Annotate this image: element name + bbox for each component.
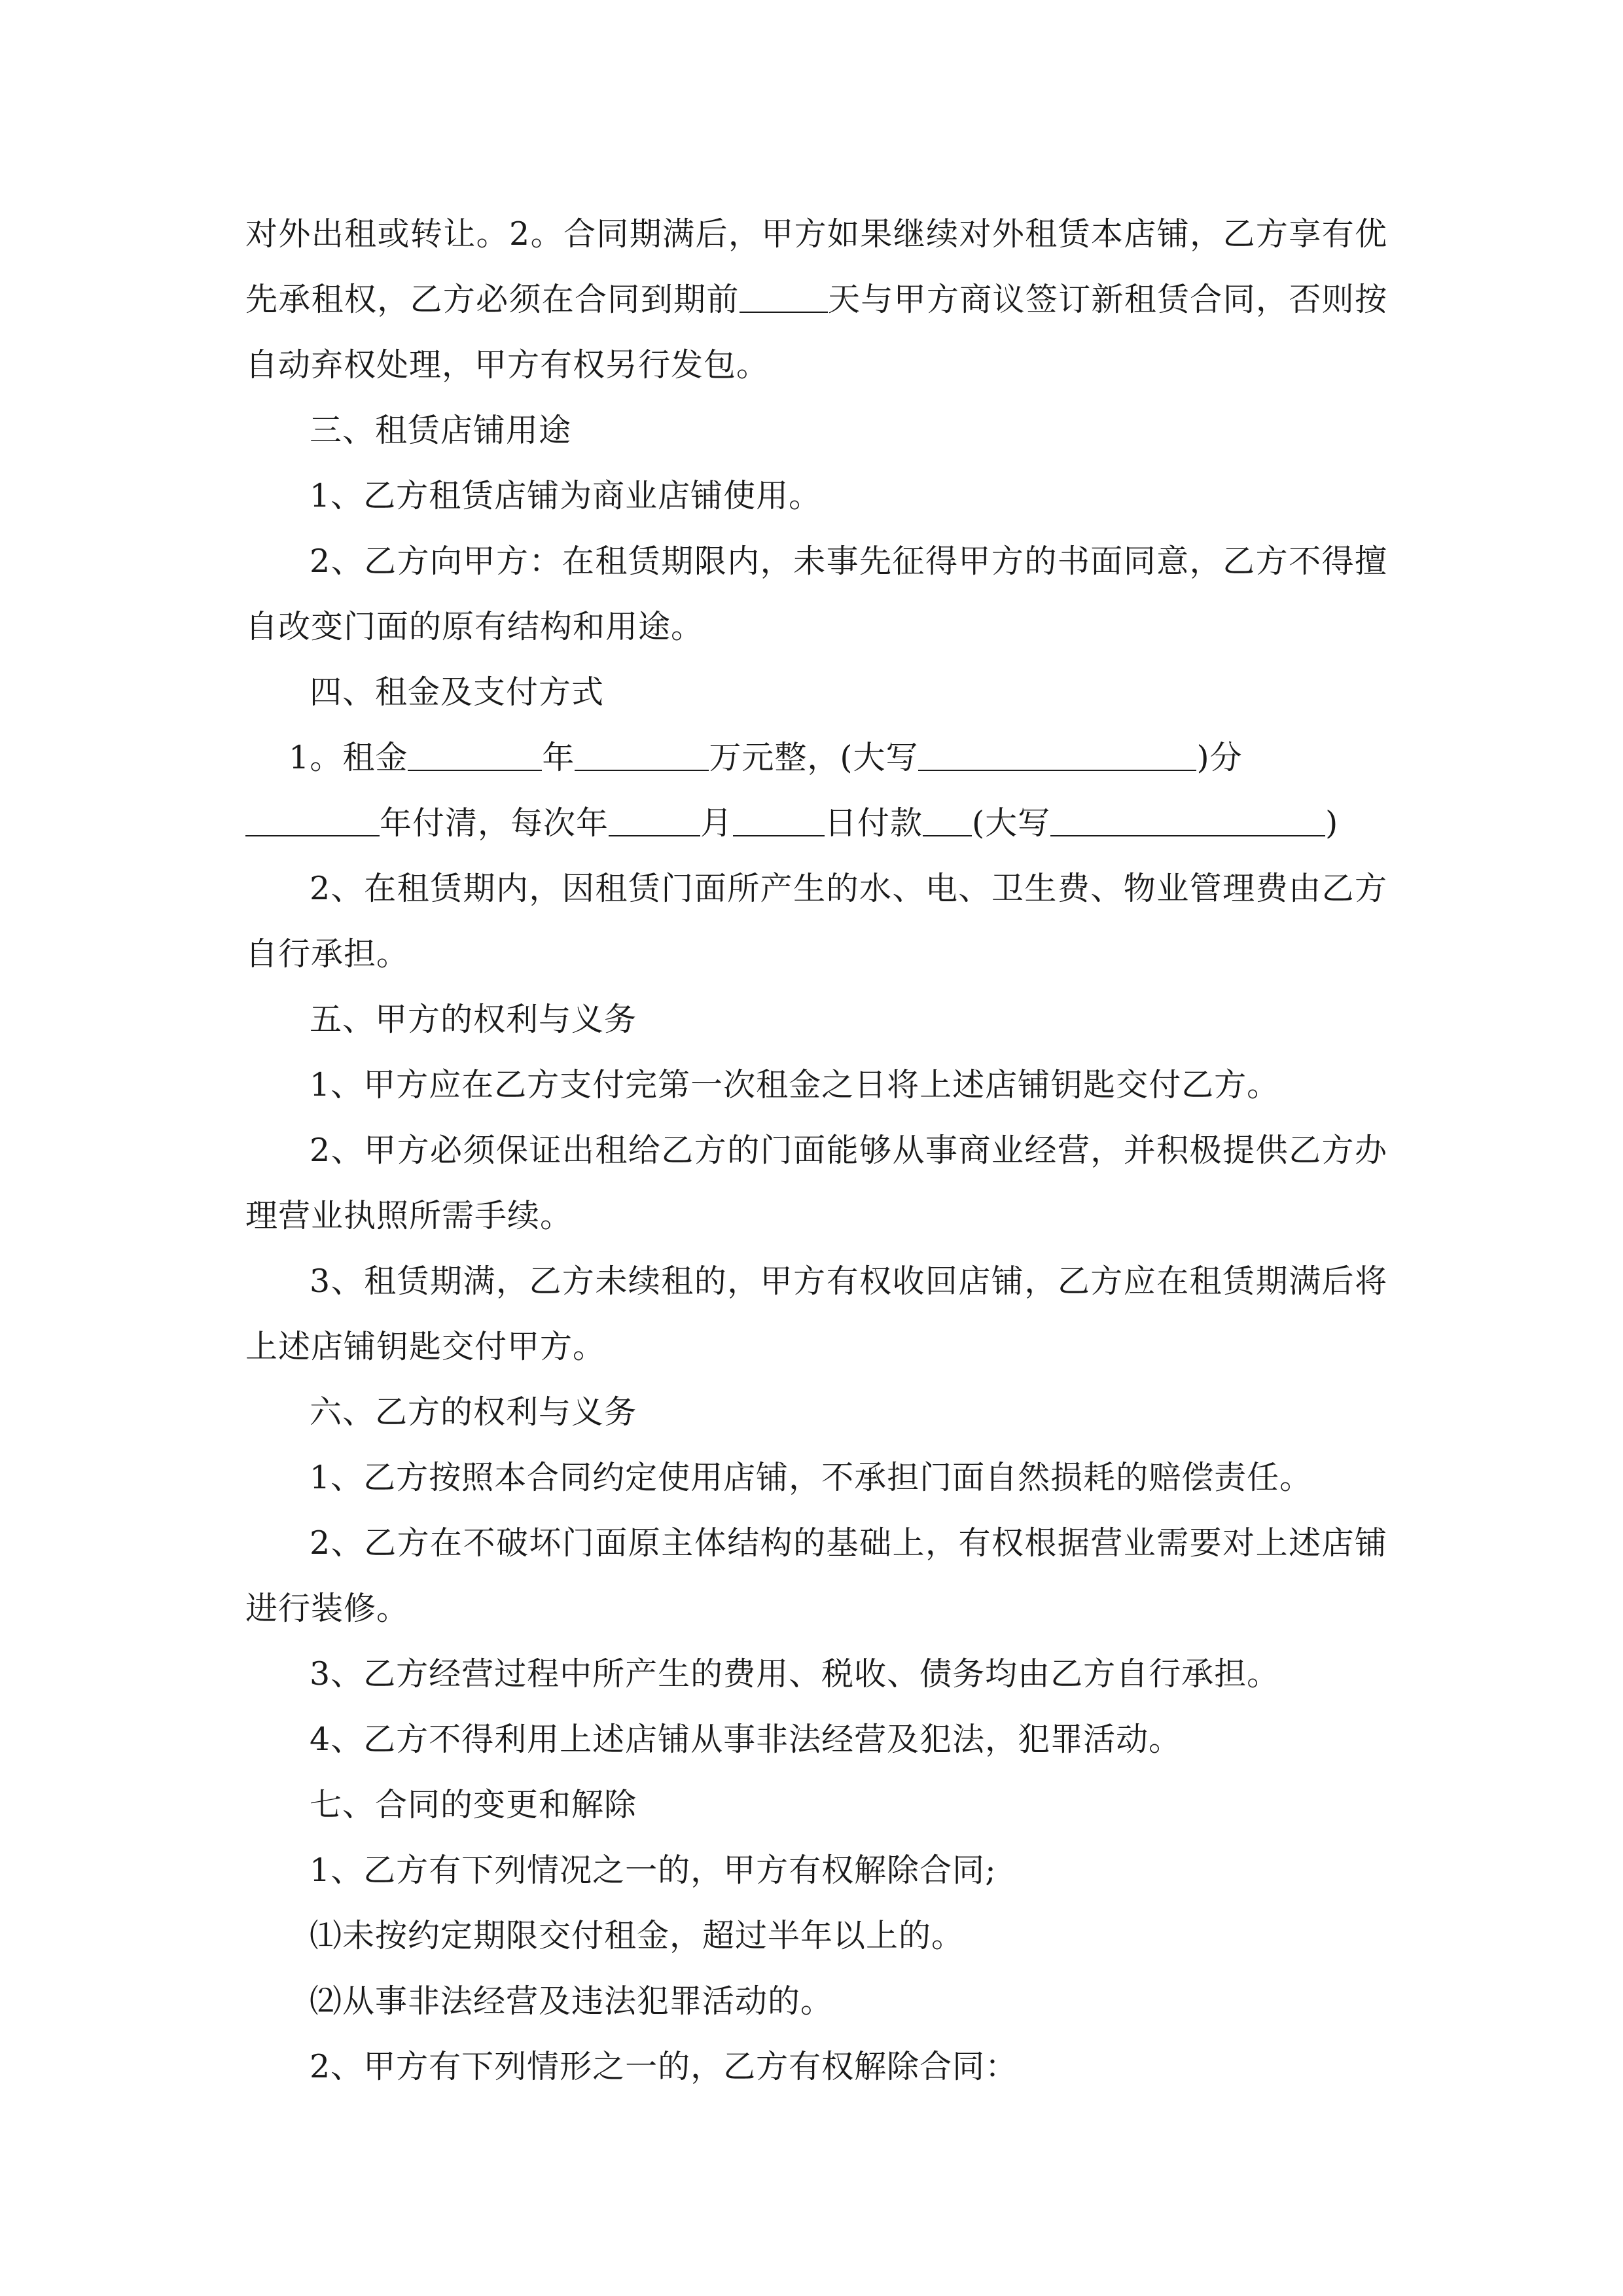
blank-pay-month[interactable] [609, 805, 700, 836]
clause-7-1-2: ⑵从事非法经营及违法犯罪活动的。 [310, 1982, 834, 2020]
clause-4-2: 2、在租赁期内，因租赁门面所产生的水、电、卫生费、物业管理费由乙方自行承担。 [245, 870, 1387, 973]
clause-6-2: 2、乙方在不破坏门面原主体结构的基础上，有权根据营业需要对上述店铺进行装修。 [245, 1524, 1387, 1627]
renewal-text-cont: 天与甲方商议签订新租赁合同，否则按自动弃权处理，甲方有权另行发包。 [245, 281, 1387, 384]
year-label: 年 [542, 739, 575, 776]
blank-rent-amount[interactable] [575, 740, 709, 771]
paragraph-renewal-priority [245, 202, 1387, 398]
section-heading-5: 五、甲方的权利与义务 [310, 1001, 637, 1038]
installments-label: )分 [1196, 739, 1243, 776]
clause-5-3: 3、租赁期满，乙方未续租的，甲方有权收回店铺，乙方应在租赁期满后将上述店铺钥匙交付甲方。 [245, 1263, 1387, 1365]
blank-rent-year[interactable] [408, 740, 542, 771]
clause-4-1 [245, 725, 1387, 856]
section-heading-6: 六、乙方的权利与义务 [310, 1393, 637, 1431]
renewal-text: 对外出租或转让。2。合同期满后，甲方如果继续对外租赁本店铺，乙方享有优先承租权，乙方必须在合同到期前 [245, 215, 1387, 318]
clause-6-1: 1、乙方按照本合同约定使用店铺，不承担门面自然损耗的赔偿责任。 [310, 1459, 1313, 1496]
clause-3-2: 2、乙方向甲方：在租赁期限内，未事先征得甲方的书面同意，乙方不得擅自改变门面的原有结构和用途。 [245, 543, 1387, 645]
blank-rent-uppercase[interactable] [918, 740, 1196, 771]
blank-installment-years[interactable] [245, 805, 380, 836]
section-heading-3: 三、租赁店铺用途 [310, 412, 572, 449]
blank-pay-amount[interactable] [923, 805, 972, 836]
clause-6-4: 4、乙方不得利用上述店铺从事非法经营及犯法，犯罪活动。 [310, 1721, 1182, 1758]
clause-6-3: 3、乙方经营过程中所产生的费用、税收、债务均由乙方自行承担。 [310, 1655, 1280, 1693]
clause-7-1-1: ⑴未按约定期限交付租金，超过半年以上的。 [310, 1917, 965, 1954]
blank-days-field[interactable] [740, 281, 828, 313]
clause-5-1: 1、甲方应在乙方支付完第一次租金之日将上述店铺钥匙交付乙方。 [310, 1066, 1280, 1103]
clause-7-1: 1、乙方有下列情况之一的，甲方有权解除合同; [310, 1852, 997, 1889]
clause-3-1: 1、乙方租赁店铺为商业店铺使用。 [310, 477, 822, 514]
month-label: 月 [700, 804, 734, 842]
day-pay-label: 日付款 [825, 804, 923, 842]
uppercase-label: (大写 [972, 804, 1051, 842]
section-heading-4: 四、租金及支付方式 [310, 673, 605, 711]
blank-pay-day[interactable] [733, 805, 825, 836]
document-body [245, 202, 1387, 2100]
clause-5-2: 2、甲方必须保证出租给乙方的门面能够从事商业经营，并积极提供乙方办理营业执照所需手续。 [245, 1132, 1387, 1234]
section-heading-7: 七、合同的变更和解除 [310, 1786, 637, 1823]
close-paren: ) [1325, 804, 1339, 842]
amount-label: 万元整，(大写 [709, 739, 919, 776]
clause-7-2: 2、甲方有下列情形之一的，乙方有权解除合同： [310, 2048, 1018, 2085]
pay-each-label: 年付清，每次年 [380, 804, 609, 842]
blank-pay-uppercase[interactable] [1050, 805, 1325, 836]
rent-label: 1。租金 [289, 739, 408, 776]
